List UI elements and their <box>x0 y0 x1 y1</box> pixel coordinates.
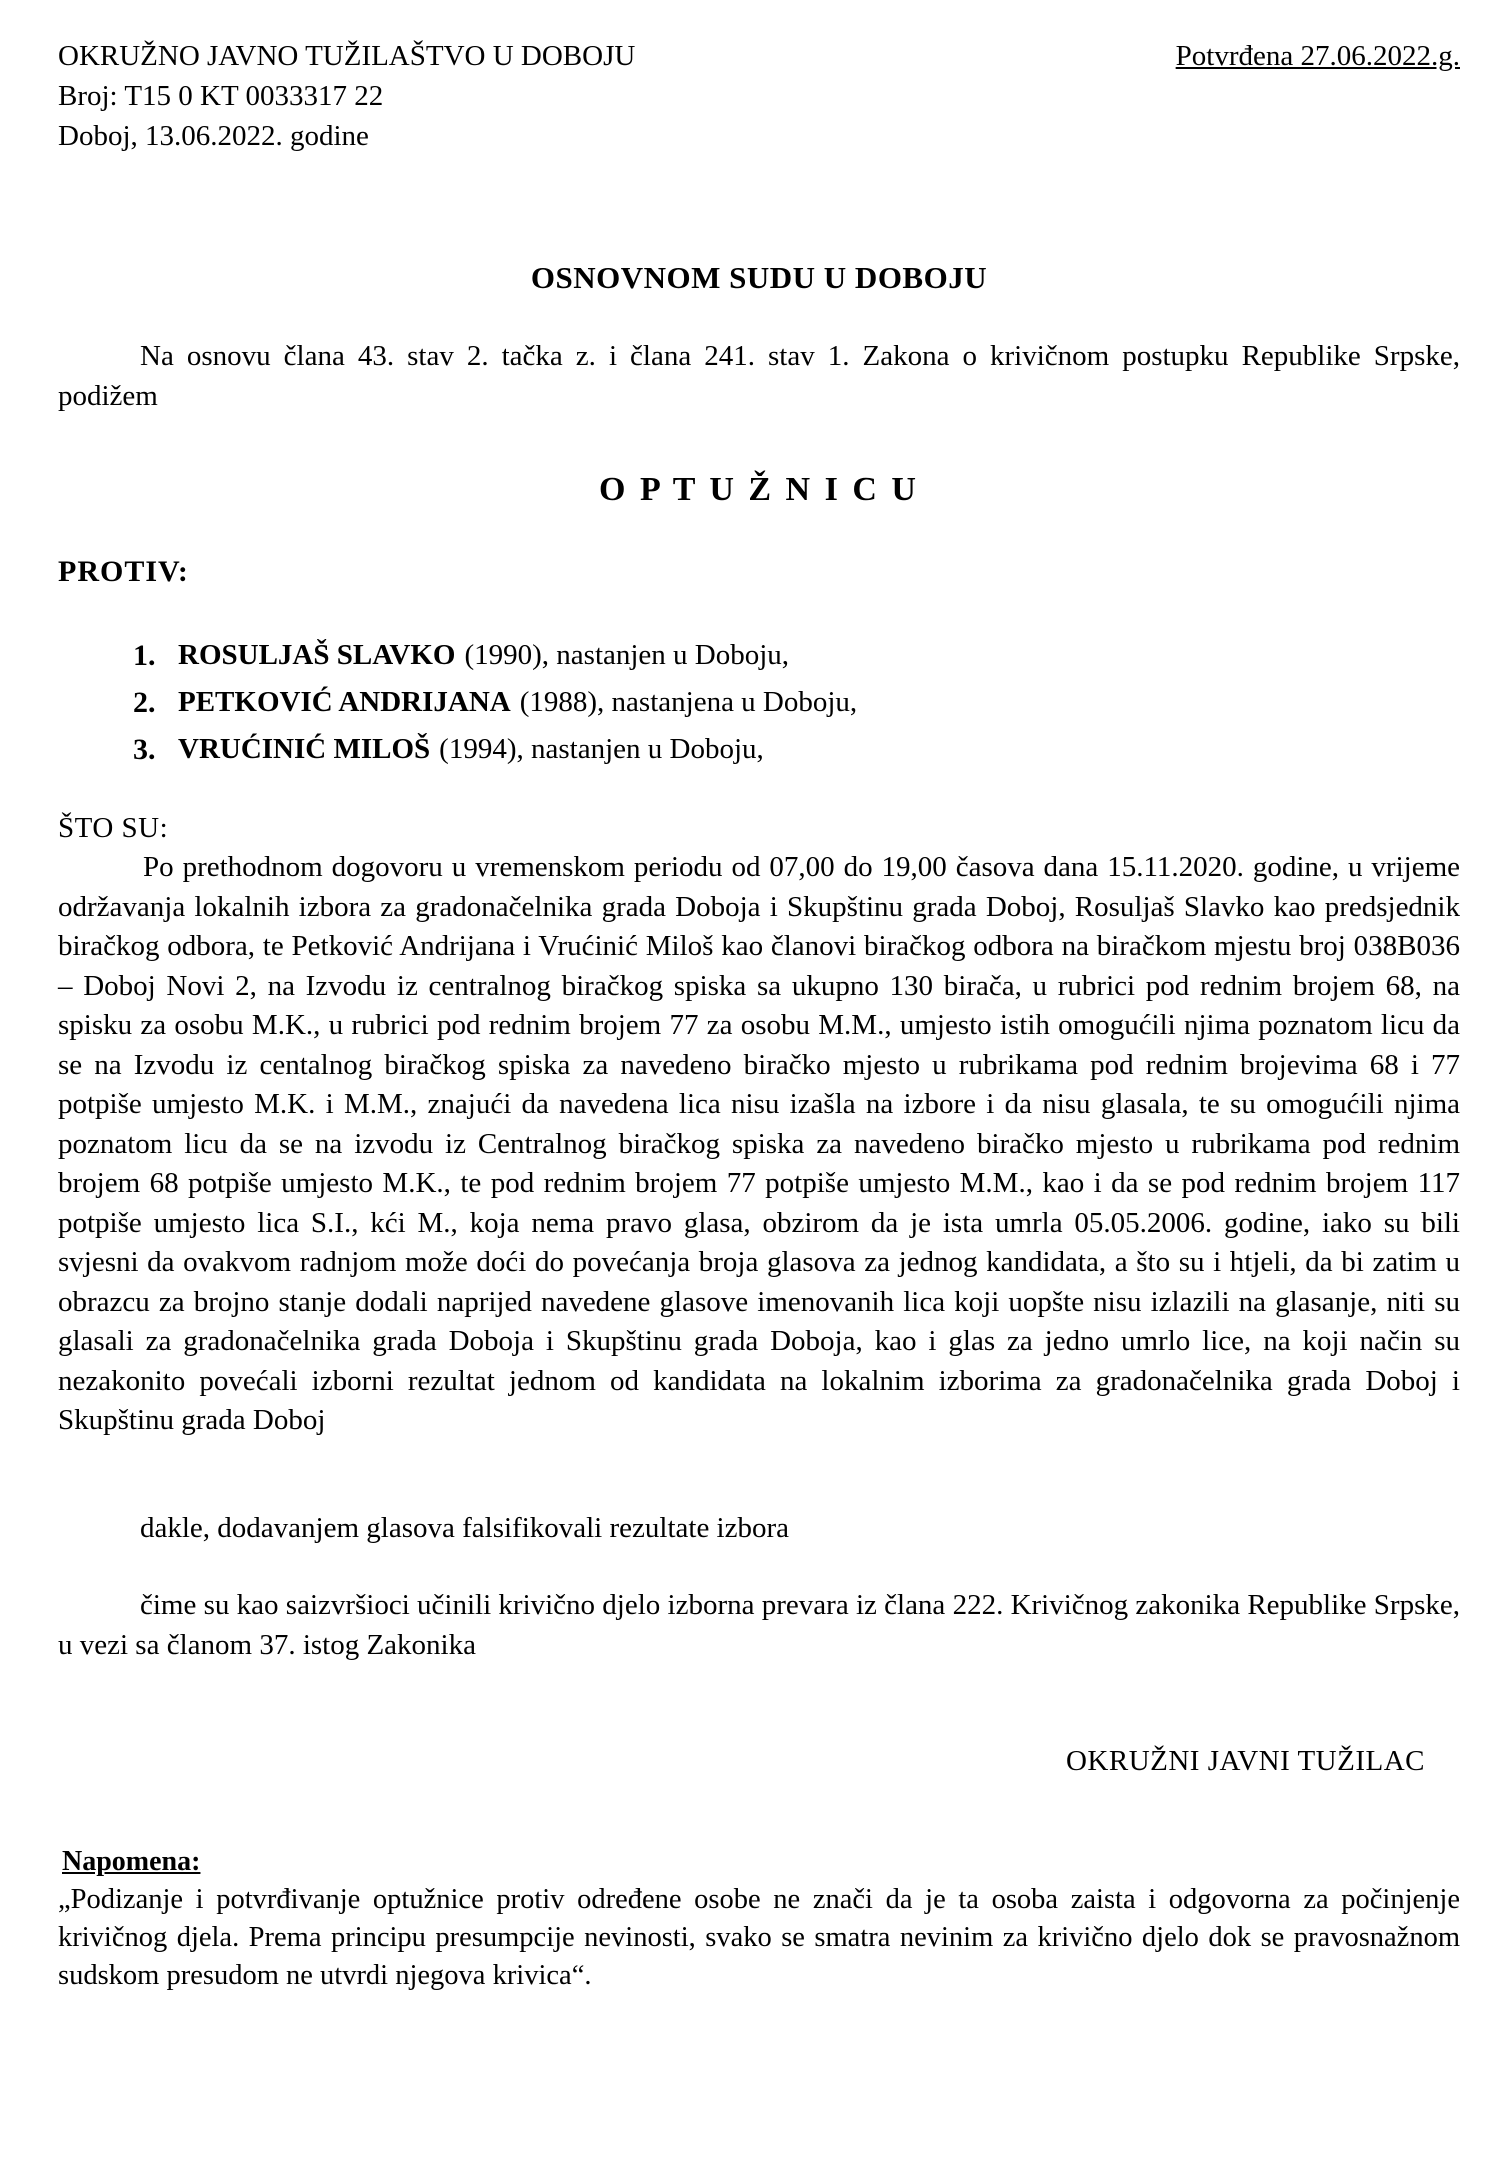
defendant-name: ROSULJAŠ SLAVKO <box>178 639 456 671</box>
defendant-number: 2. <box>133 686 156 719</box>
defendant-number: 1. <box>133 639 156 672</box>
document-header <box>58 36 1460 76</box>
confirmation-date: Potvrđena 27.06.2022.g. <box>1175 40 1460 72</box>
prosecutor-office-name: OKRUŽNO JAVNO TUŽILAŠTVO U DOBOJU <box>58 40 636 72</box>
defendant-name: VRUĆINIĆ MILOŠ <box>178 733 431 765</box>
note-paragraph: „Podizanje i potvrđivanje optužnice protiv određene osobe ne znači da je ta osoba zaista i odgovorna za počinjenje krivičnog djela. Prema principu presumpcije nevinosti, svako se smatra nevinim za krivično djelo dok se pravosnažnom sudskom presudom ne utvrdi njegova krivica“. <box>58 1883 1460 1991</box>
against-label: PROTIV: <box>58 555 189 588</box>
defendant-details: (1988), nastanjena u Doboju, <box>519 686 858 718</box>
list-item <box>133 679 1460 726</box>
defendant-number: 3. <box>133 733 156 766</box>
recipient-court: OSNOVNOM SUDU U DOBOJU <box>530 260 988 295</box>
defendants-list <box>58 632 1460 773</box>
legal-qualification-dakle: dakle, dodavanjem glasova falsifikovali rezultate izbora <box>140 1511 790 1544</box>
defendant-details: (1994), nastanjen u Doboju, <box>439 733 764 765</box>
charge-intro-label: ŠTO SU: <box>58 812 169 844</box>
signature-title: OKRUŽNI JAVNI TUŽILAC <box>1065 1744 1425 1777</box>
case-number: Broj: T15 0 KT 0033317 22 <box>58 80 384 112</box>
list-item <box>133 726 1460 773</box>
place-and-date: Doboj, 13.06.2022. godine <box>58 120 369 152</box>
list-item <box>133 632 1460 679</box>
legal-qualification-cime: čime su kao saizvršioci učinili krivično djelo izborna prevara iz člana 222. Krivičnog zakonika Republike Srpske, u vezi sa članom 37. istog Zakonika <box>58 1588 1460 1661</box>
defendant-details: (1990), nastanjen u Doboju, <box>464 639 790 671</box>
legal-basis-paragraph: Na osnovu člana 43. stav 2. tačka z. i člana 241. stav 1. Zakona o krivičnom postupku Republike Srpske, podižem <box>58 340 1460 412</box>
charge-description-paragraph: Po prethodnom dogovoru u vremenskom periodu od 07,00 do 19,00 časova dana 15.11.2020. godine, u vrijeme održavanja lokalnih izbora za gradonačelnika grada Doboja i Skupštinu grada Doboj, Rosuljaš Slavko kao predsjednik biračkog odbora, te Petković Andrijana i Vrućinić Miloš kao članovi biračkog odbora na biračkom mjestu broj 038B036 – Doboj Novi 2, na Izvodu iz centralnog biračkog spiska sa ukupno 130 birača, u rubrici pod rednim brojem 68, na spisku za osobu M.K., u rubrici pod rednim brojem 77 za osobu M.M., umjesto istih omogućili njima poznatom licu da se na Izvodu iz centalnog biračkog spiska za navedeno biračko mjesto u rubrikama pod rednim brojevima 68 i 77 potpiše umjesto M.K. i M.M., znajući da navedena lica nisu izašla na izbore i da nisu glasala, te su omogućili njima poznatom licu da se na izvodu iz Centralnog biračkog spiska za navedeno biračko mjesto u rubrikama pod rednim brojem 68 potpiše umjesto M.K., te pod rednim brojem 77 potpiše umjesto M.M., kao i da se pod rednim brojem 117 potpiše umjesto lica S.I., kći M., koja nema pravo glasa, obzirom da je ista umrla 05.05.2006. godine, iako su bili svjesni da ovakvom radnjom može doći do povećanja broja glasova za jednog kandidata, a što su i htjeli, da bi zatim u obrazcu za brojno stanje dodali naprijed navedene glasove imenovanih lica koji uopšte nisu izlazili na glasanje, niti su glasali za gradonačelnika grada Doboja i Skupštinu grada Doboja, kao i glas za jedno umrlo lice, na koji način su nezakonito povećali izborni rezultat jednom od kandidata na lokalnim izborima za gradonačelnika grada Doboj i Skupštinu grada Doboj <box>58 851 1460 1436</box>
defendant-name: PETKOVIĆ ANDRIJANA <box>178 686 511 718</box>
note-label: Napomena: <box>62 1845 201 1877</box>
document-title: O P T U Ž N I C U <box>599 471 919 508</box>
